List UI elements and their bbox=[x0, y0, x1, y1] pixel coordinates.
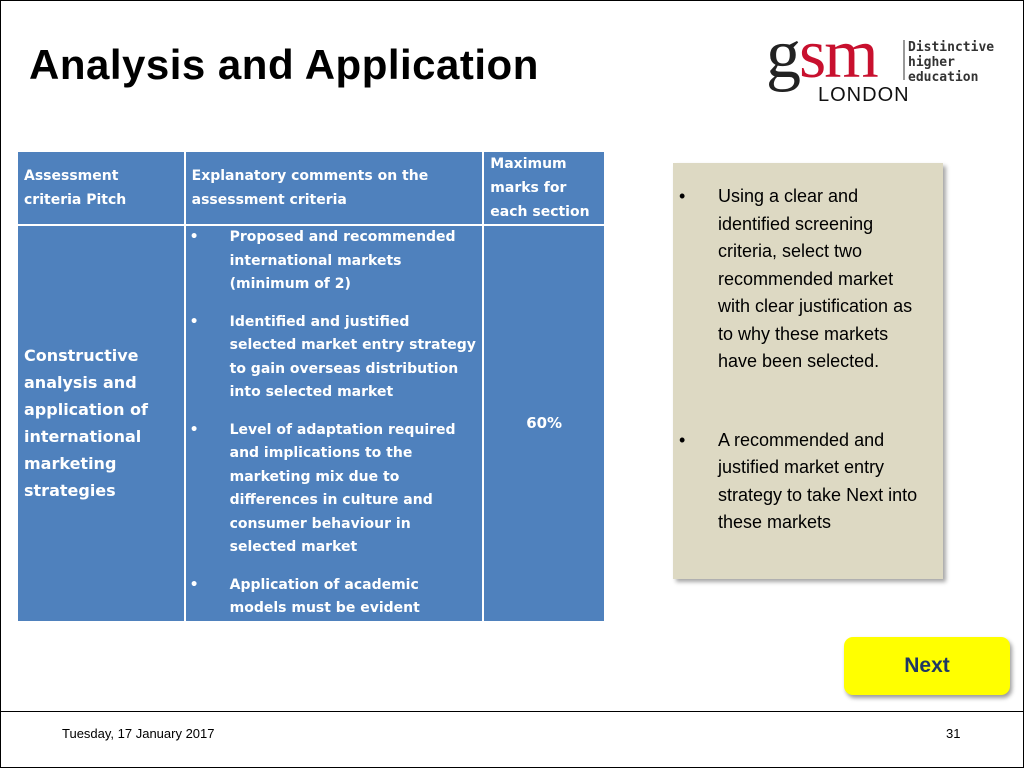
footer-date: Tuesday, 17 January 2017 bbox=[62, 726, 215, 741]
table-row bbox=[17, 225, 605, 622]
next-button[interactable]: Next bbox=[844, 637, 1010, 695]
page-number: 31 bbox=[946, 726, 961, 741]
task-notes-list bbox=[673, 183, 927, 537]
bullet-icon: • bbox=[189, 576, 199, 593]
gsm-london-logo bbox=[766, 16, 1006, 124]
footer-divider bbox=[1, 711, 1023, 712]
logo-sm: sm bbox=[799, 16, 877, 93]
list-item: • Proposed and recommended international markets (minimum of 2) bbox=[186, 226, 477, 297]
list-item: • Application of academic models must be evident bbox=[186, 574, 477, 621]
logo-tagline: Distinctive higher education bbox=[908, 40, 995, 85]
slide-title: Analysis and Application bbox=[29, 41, 539, 88]
comments-list bbox=[186, 226, 477, 621]
list-item: • Identified and justified selected market entry strategy to gain overseas distribution into selected market bbox=[186, 311, 477, 405]
list-item: • Level of adaptation required and implications to the marketing mix due to differences in culture and consumer behaviour in selected market bbox=[186, 419, 477, 560]
list-item: • Using a clear and identified screening criteria, select two recommended market with clear justification as to why these markets have been selected. bbox=[673, 183, 927, 376]
logo-london: LONDON bbox=[818, 84, 910, 106]
logo-divider bbox=[903, 40, 905, 80]
header-explanatory-comments: Explanatory comments on the assessment criteria bbox=[185, 151, 484, 225]
criterion-cell: Constructive analysis and application of international marketing strategies bbox=[17, 225, 185, 622]
header-assessment-criteria: Assessment criteria Pitch bbox=[17, 151, 185, 225]
bullet-icon: • bbox=[189, 229, 199, 245]
task-notes-box bbox=[673, 163, 943, 579]
logo-wordmark bbox=[766, 16, 877, 93]
logo-g: g bbox=[766, 16, 799, 93]
marks-cell: 60% bbox=[483, 225, 605, 622]
assessment-criteria-table bbox=[16, 150, 606, 623]
bullet-icon: • bbox=[679, 186, 686, 206]
table-header-row bbox=[17, 151, 605, 225]
comments-cell bbox=[185, 225, 484, 622]
list-item: • A recommended and justified market entry strategy to take Next into these markets bbox=[673, 427, 927, 537]
bullet-icon: • bbox=[679, 429, 686, 450]
bullet-icon: • bbox=[189, 313, 199, 330]
bullet-icon: • bbox=[189, 421, 199, 438]
header-maximum-marks: Maximum marks for each section bbox=[483, 151, 605, 225]
